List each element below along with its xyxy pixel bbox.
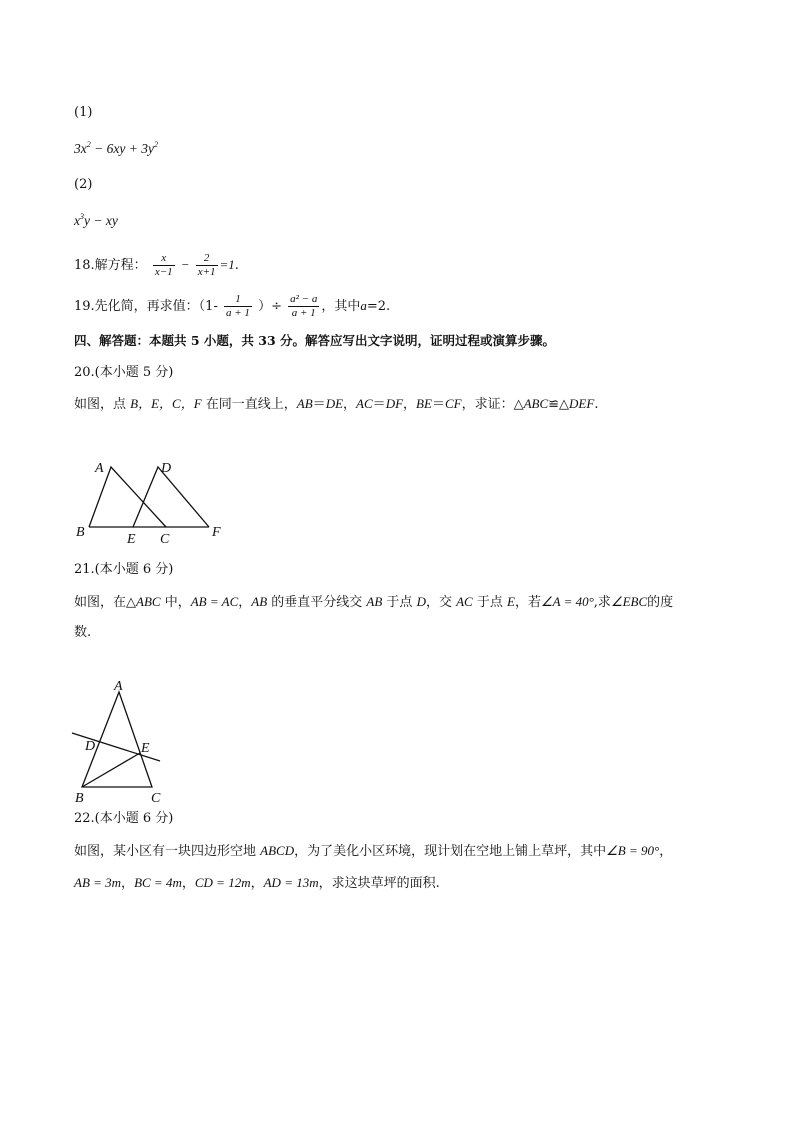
p18-question: 18.解方程： $\frac{x}{x-1}$ − $\frac{2}{x+1}$ =1. [74,252,239,278]
p21-figure [68,675,178,807]
p20-figure [70,452,240,547]
p21-question: 如图，在△ABC 中，AB = AC，AB 的垂直平分线交 AB 于点 D，交 AC 于点 E，若∠A = 40°,求∠EBC的度 [74,594,674,610]
p20-label-a: A [95,461,104,476]
p17-label-1: (1) [74,105,93,120]
p21-label-c: C [151,791,161,806]
p20-label-d: D [161,461,172,476]
p17-expression-2: $x^3y$ − xy [74,212,118,228]
p21-label-d: D [85,739,96,754]
p21-label-a: A [114,679,123,694]
p22-header: 22.(本小题 6 分) [74,811,174,826]
p20-label-b: B [76,525,85,540]
p20-label-c: C [160,532,170,547]
p20-label-f: F [212,525,221,540]
p21-header: 21.(本小题 6 分) [74,562,174,577]
p20-triangle-def [133,467,209,527]
p22-question-line-2: AB = 3m，BC = 4m，CD = 12m，AD = 13m，求这块草坪的面积. [74,875,440,891]
p21-segment-be [82,753,140,787]
p19-fraction-1: $\frac{1}{a + 1}$ [225,293,250,319]
p20-label-e: E [127,532,136,547]
p19-fraction-2: $\frac{\text{a² − a}}{a + 1}$ [290,293,318,319]
p21-label-e: E [141,741,150,756]
p18-fraction-1: $\frac{x}{x-1}$ [154,252,173,278]
p18-fraction-2: $\frac{2}{x+1}$ [197,252,216,278]
p17-label-2: (2) [74,177,93,192]
p21-question-line-2: 数. [74,625,92,640]
p19-question: 19.先化简，再求值：（1- $\frac{1}{a + 1}$ ）÷ $\frac{\text{a² − a}}{a + 1}$ ，其中a=2. [74,293,391,319]
p20-header: 20.(本小题 5 分) [74,365,174,380]
p17-expression-1: $3x^2 - 6xy + 3y^2$ [74,140,158,156]
p21-label-b: B [75,791,84,806]
p22-question: 如图，某小区有一块四边形空地 ABCD，为了美化小区环境，现计划在空地上铺上草坪，其中∠B = 90°， [74,843,673,859]
p20-question: 如图，点 B，E，C，F 在同一直线上，AB＝DE，AC＝DF，BE＝CF，求证：△ABC≌△DEF. [74,396,599,412]
section-4-header: 四、解答题：本题共 5 小题，共 33 分。解答应写出文字说明，证明过程或演算步骤。 [74,333,556,348]
